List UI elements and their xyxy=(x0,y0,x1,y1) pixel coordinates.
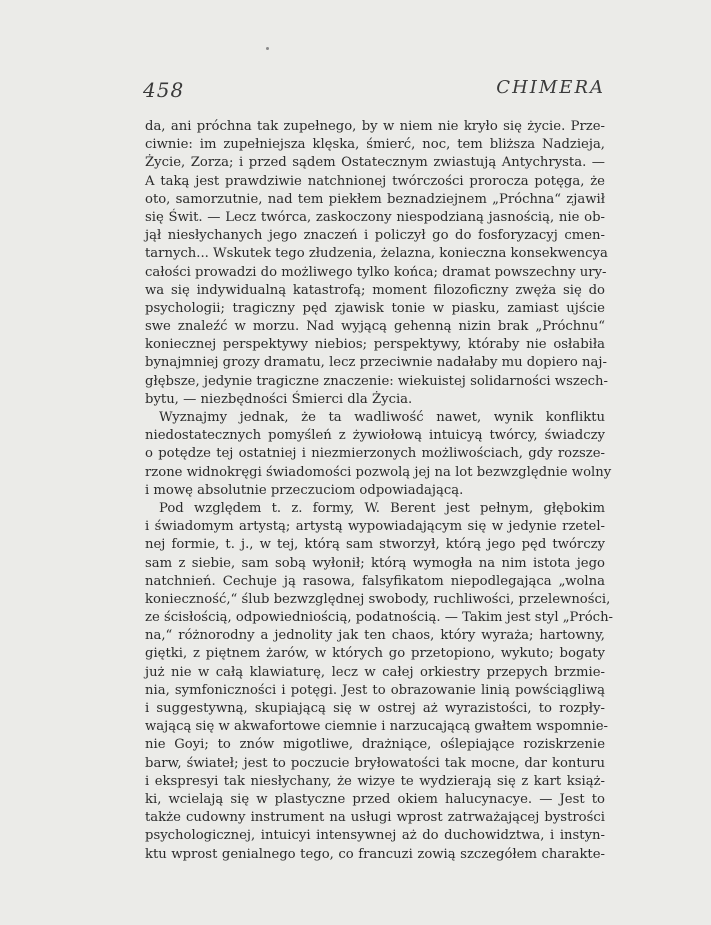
text-line: nej formie, t. j., w tej, którą sam stworzył, którą jego pęd twórczy xyxy=(145,537,605,553)
text-line: konieczność,“ ślub bezwzględnej swobody, ruchliwości, przelewności, xyxy=(145,591,611,607)
text-line: ciwnie: im zupełniejsza klęska, śmierć, noc, tem bliższa Nadzieja, xyxy=(145,137,605,153)
text-line: nia, symfoniczności i potęgi. Jest to obrazowanie linią powściągliwą xyxy=(145,682,605,698)
text-line: na,“ różnorodny a jednolity jak ten chaos, który wyraża; hartowny, xyxy=(145,628,605,644)
body-text xyxy=(145,118,614,864)
text-line: i ekspresyi tak niesłychany, że wizye te wydzierają się z kart książ- xyxy=(145,773,605,789)
text-line: Wyznajmy jednak, że ta wadliwość nawet, wynik konfliktu xyxy=(159,410,605,425)
text-line: bynajmniej grozy dramatu, lecz przeciwnie nadałaby mu dopiero naj- xyxy=(145,355,607,371)
text-line: psychologicznej, intuicyi intensywnej aż do duchowidztwa, i instyn- xyxy=(145,828,605,844)
text-line: całości prowadzi do możliwego tylko końca; dramat powszechny ury- xyxy=(145,264,607,280)
text-line: da, ani próchna tak zupełnego, by w niem nie kryło się życie. Prze- xyxy=(145,119,605,134)
text-line: także cudowny instrument na usługi wprost zatrważającej bystrości xyxy=(145,810,605,826)
text-line: wa się indywidualną katastrofą; moment filozoficzny zwęża się do xyxy=(145,282,605,298)
text-line: ktu wprost genialnego tego, co francuzi zowią szczegółem charakte- xyxy=(145,846,605,862)
text-line: o potędze tej ostatniej i niezmierzonych możliwościach, gdy rozsze- xyxy=(145,446,605,462)
text-line: sam z siebie, sam sobą wyłonił; którą wymogła na nim istota jego xyxy=(145,555,605,571)
text-line: swe znaleźć w morzu. Nad wyjącą gehenną nizin brak „Próchnu“ xyxy=(145,319,605,335)
text-line: niedostatecznych pomyśleń z żywiołową intuicyą twórcy, świadczy xyxy=(145,428,605,444)
text-line: wającą się w akwafortowe ciemnie i narzucającą gwałtem wspomnie- xyxy=(145,719,609,735)
text-line: koniecznej perspektywy niebios; perspektywy, któraby nie osłabiła xyxy=(145,337,605,353)
text-line: ze ścisłością, odpowiedniością, podatnością. — Takim jest styl „Próch- xyxy=(145,610,614,626)
text-line: Pod względem t. z. formy, W. Berent jest pełnym, głębokim xyxy=(159,500,605,516)
text-line: głębsze, jedynie tragiczne znaczenie: wiekuistej solidarności wszech- xyxy=(145,373,608,389)
text-line: oto, samorzutnie, nad tem piekłem beznadziejnem „Próchna“ zjawił xyxy=(145,191,605,207)
text-line: jął niesłychanych jego znaczeń i policzył go do fosforyzacyj cmen- xyxy=(145,228,605,244)
text-line: A taką jest prawdziwie natchnionej twórczości proroczа potęga, że xyxy=(145,173,605,189)
text-line: barw, świateł; jest to poczucie bryłowatości tak mocne, dar konturu xyxy=(145,755,605,771)
text-line: psychologii; tragiczny pęd zjawisk tonie w piasku, zamiast ujście xyxy=(145,300,605,316)
running-head: CHIMERA xyxy=(496,77,605,98)
text-line: i świadomym artystą; artystą wypowiadającym się w jedynie rzetel- xyxy=(145,519,605,535)
text-line: już nie w całą klawiaturę, lecz w całej orkiestry przepych brzmie- xyxy=(145,664,605,680)
text-line: natchnień. Cechuje ją rasowa, falsyfikatom niepodlegająca „wolna xyxy=(145,573,605,589)
text-line: ki, wcielają się w plastyczne przed okiem halucynacye. — Jest to xyxy=(145,791,605,807)
text-line: tarnych... Wskutek tego złudzenia, żelazna, konieczna konsekwencya xyxy=(145,246,608,262)
text-line: giętki, z piętnem żarów, w których go przetopiono, wykuto; bogaty xyxy=(145,646,605,662)
text-line: nie Goyi; to znów migotliwe, drażniące, oślepiające roziskrzenie xyxy=(145,737,605,753)
text-line: się Świt. — Lecz twórca, zaskoczony niespodzianą jasnością, nie ob- xyxy=(145,209,605,225)
text-line: i mowę absolutnie przeczuciom odpowiadającą. xyxy=(145,482,464,498)
text-line: rzone widnokręgi świadomości pozwolą jej na lot bezwzględnie wolny xyxy=(145,464,612,480)
ink-speck xyxy=(266,47,269,50)
text-line: i suggestywną, skupiającą się w ostrej aż wyrazistości, to rozpły- xyxy=(145,701,605,716)
text-line: bytu, — niezbędności Śmierci dla Życia. xyxy=(145,391,413,407)
text-line: Życie, Zorza; i przed sądem Ostatecznym zwiastują Antychrysta. — xyxy=(145,155,605,171)
page-number: 458 xyxy=(143,78,185,102)
